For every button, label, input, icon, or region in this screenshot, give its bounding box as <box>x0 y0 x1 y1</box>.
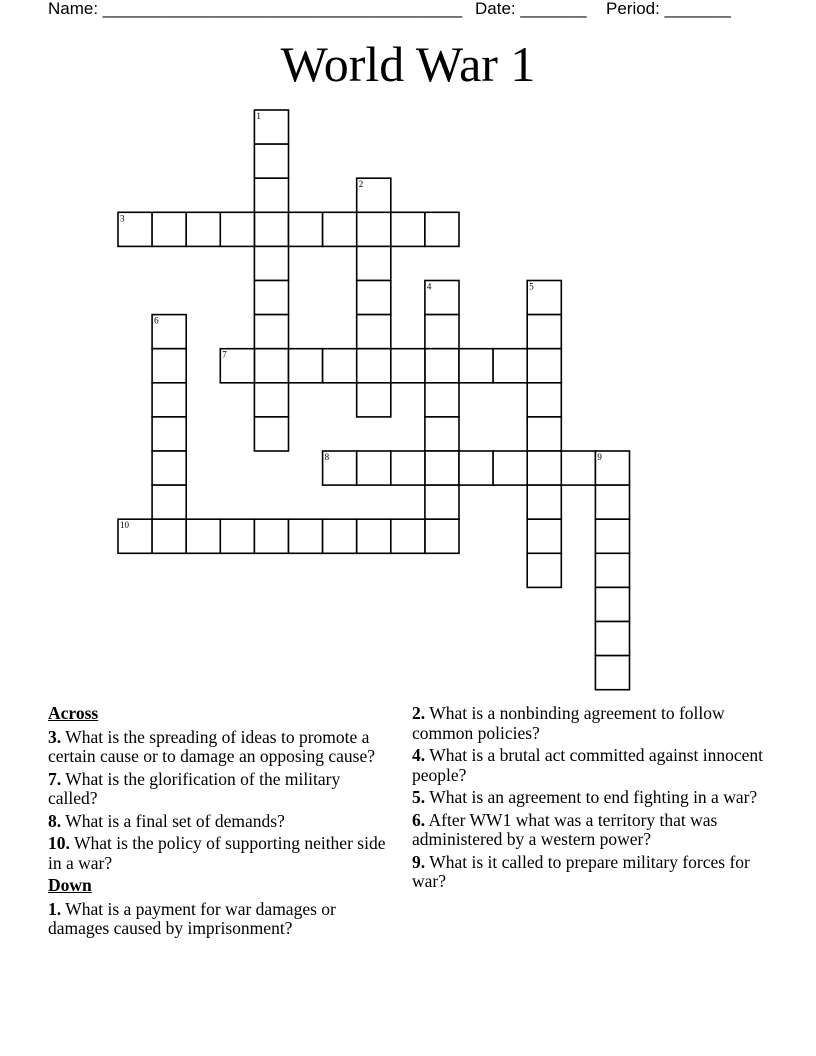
date-field[interactable]: Date: _______ <box>475 0 587 18</box>
clue-number-label: 1 <box>256 111 261 121</box>
grid-cell[interactable] <box>561 451 595 485</box>
grid-cell[interactable] <box>152 451 186 485</box>
clues-right-column <box>412 704 772 895</box>
grid-cell[interactable] <box>220 212 254 246</box>
grid-cell[interactable] <box>527 553 561 587</box>
grid-cell[interactable] <box>391 212 425 246</box>
clue-number-label: 2 <box>358 179 364 190</box>
grid-cell[interactable] <box>527 519 561 553</box>
clue-down-1: 1. What is a payment for war damages or damages caused by imprisonment? <box>48 898 336 938</box>
grid-cell[interactable] <box>357 383 391 417</box>
grid-cell[interactable] <box>289 212 323 246</box>
grid-cell[interactable] <box>527 451 561 485</box>
grid-cell[interactable] <box>391 349 425 383</box>
grid-cell[interactable] <box>425 519 459 553</box>
grid-cell[interactable] <box>152 485 186 519</box>
grid-cell[interactable] <box>425 212 459 246</box>
page-title: World War 1 <box>280 36 536 92</box>
grid-cell[interactable] <box>254 212 288 246</box>
grid-cell[interactable] <box>152 417 186 451</box>
grid-cell[interactable] <box>425 417 459 451</box>
grid-cell[interactable] <box>152 349 186 383</box>
grid-cell[interactable] <box>254 281 288 315</box>
grid-cell[interactable] <box>391 451 425 485</box>
grid-cell[interactable] <box>357 281 391 315</box>
grid-cell[interactable] <box>357 212 391 246</box>
grid-cell[interactable] <box>595 553 629 587</box>
grid-cell[interactable] <box>357 349 391 383</box>
grid-cell[interactable] <box>493 349 527 383</box>
clue-number-label: 5 <box>529 281 534 292</box>
grid-cell[interactable] <box>357 451 391 485</box>
clue-number-label: 4 <box>426 281 432 292</box>
grid-cell[interactable] <box>527 485 561 519</box>
grid-cell[interactable] <box>254 519 288 553</box>
clue-down-6: 6. After WW1 what was a territory that was administered by a western power? <box>412 809 718 849</box>
grid-cell[interactable] <box>527 349 561 383</box>
name-field[interactable]: Name: ______________________________________ <box>48 0 463 18</box>
grid-cell[interactable] <box>493 451 527 485</box>
clue-number-label: 7 <box>222 349 227 360</box>
grid-cell[interactable] <box>425 349 459 383</box>
clue-across-8: 8. What is a final set of demands? <box>48 810 285 831</box>
down-heading: Down <box>48 875 92 895</box>
across-heading: Across <box>48 703 99 723</box>
grid-cell[interactable] <box>459 349 493 383</box>
grid-cell[interactable] <box>425 383 459 417</box>
grid-cell[interactable] <box>527 383 561 417</box>
clue-number-label: 9 <box>597 452 602 462</box>
clue-number-label: 10 <box>120 520 129 531</box>
grid-cell[interactable] <box>357 246 391 280</box>
grid-cell[interactable] <box>152 212 186 246</box>
grid-cell[interactable] <box>254 144 288 178</box>
grid-cell[interactable] <box>220 519 254 553</box>
grid-cell[interactable] <box>425 451 459 485</box>
grid-cell[interactable] <box>186 212 220 246</box>
clue-across-7: 7. What is the glorification of the military called? <box>48 768 341 808</box>
clues-left-column <box>48 704 393 942</box>
grid-cell[interactable] <box>254 417 288 451</box>
clue-across-3: 3. What is the spreading of ideas to promote a certain cause or to damage an opposing cause? <box>48 726 376 766</box>
grid-cell[interactable] <box>425 315 459 349</box>
grid-cell[interactable] <box>527 315 561 349</box>
clue-down-5: 5. What is an agreement to end fighting in a war? <box>412 787 758 807</box>
grid-cell[interactable] <box>459 451 493 485</box>
clue-number-label: 3 <box>120 213 125 224</box>
grid-cell[interactable] <box>595 656 629 690</box>
grid-cell[interactable] <box>425 485 459 519</box>
grid-cell[interactable] <box>289 349 323 383</box>
grid-cell[interactable] <box>254 246 288 280</box>
grid-cell[interactable] <box>254 315 288 349</box>
clue-number-label: 6 <box>154 315 159 326</box>
clue-across-10: 10. What is the policy of supporting neither side in a war? <box>48 833 386 873</box>
grid-cell[interactable] <box>186 519 220 553</box>
grid-cell[interactable] <box>595 622 629 656</box>
grid-cell[interactable] <box>152 519 186 553</box>
period-field[interactable]: Period: _______ <box>606 0 731 18</box>
grid-cell[interactable] <box>254 383 288 417</box>
grid-cell[interactable] <box>254 349 288 383</box>
clue-down-2: 2. What is a nonbinding agreement to follow common policies? <box>412 703 725 743</box>
grid-cell[interactable] <box>527 417 561 451</box>
grid-cell[interactable] <box>289 519 323 553</box>
grid-cell[interactable] <box>391 519 425 553</box>
grid-cell[interactable] <box>595 587 629 621</box>
clue-number-label: 8 <box>324 452 330 462</box>
grid-cell[interactable] <box>152 383 186 417</box>
grid-cell[interactable] <box>357 519 391 553</box>
grid-cell[interactable] <box>595 519 629 553</box>
grid-cell[interactable] <box>254 178 288 212</box>
grid-cell[interactable] <box>323 212 357 246</box>
grid-cell[interactable] <box>323 519 357 553</box>
grid-cell[interactable] <box>323 349 357 383</box>
clue-down-9: 9. What is it called to prepare military forces for war? <box>412 851 750 891</box>
clue-down-4: 4. What is a brutal act committed against innocent people? <box>412 745 764 785</box>
grid-cell[interactable] <box>595 485 629 519</box>
grid-cell[interactable] <box>357 315 391 349</box>
